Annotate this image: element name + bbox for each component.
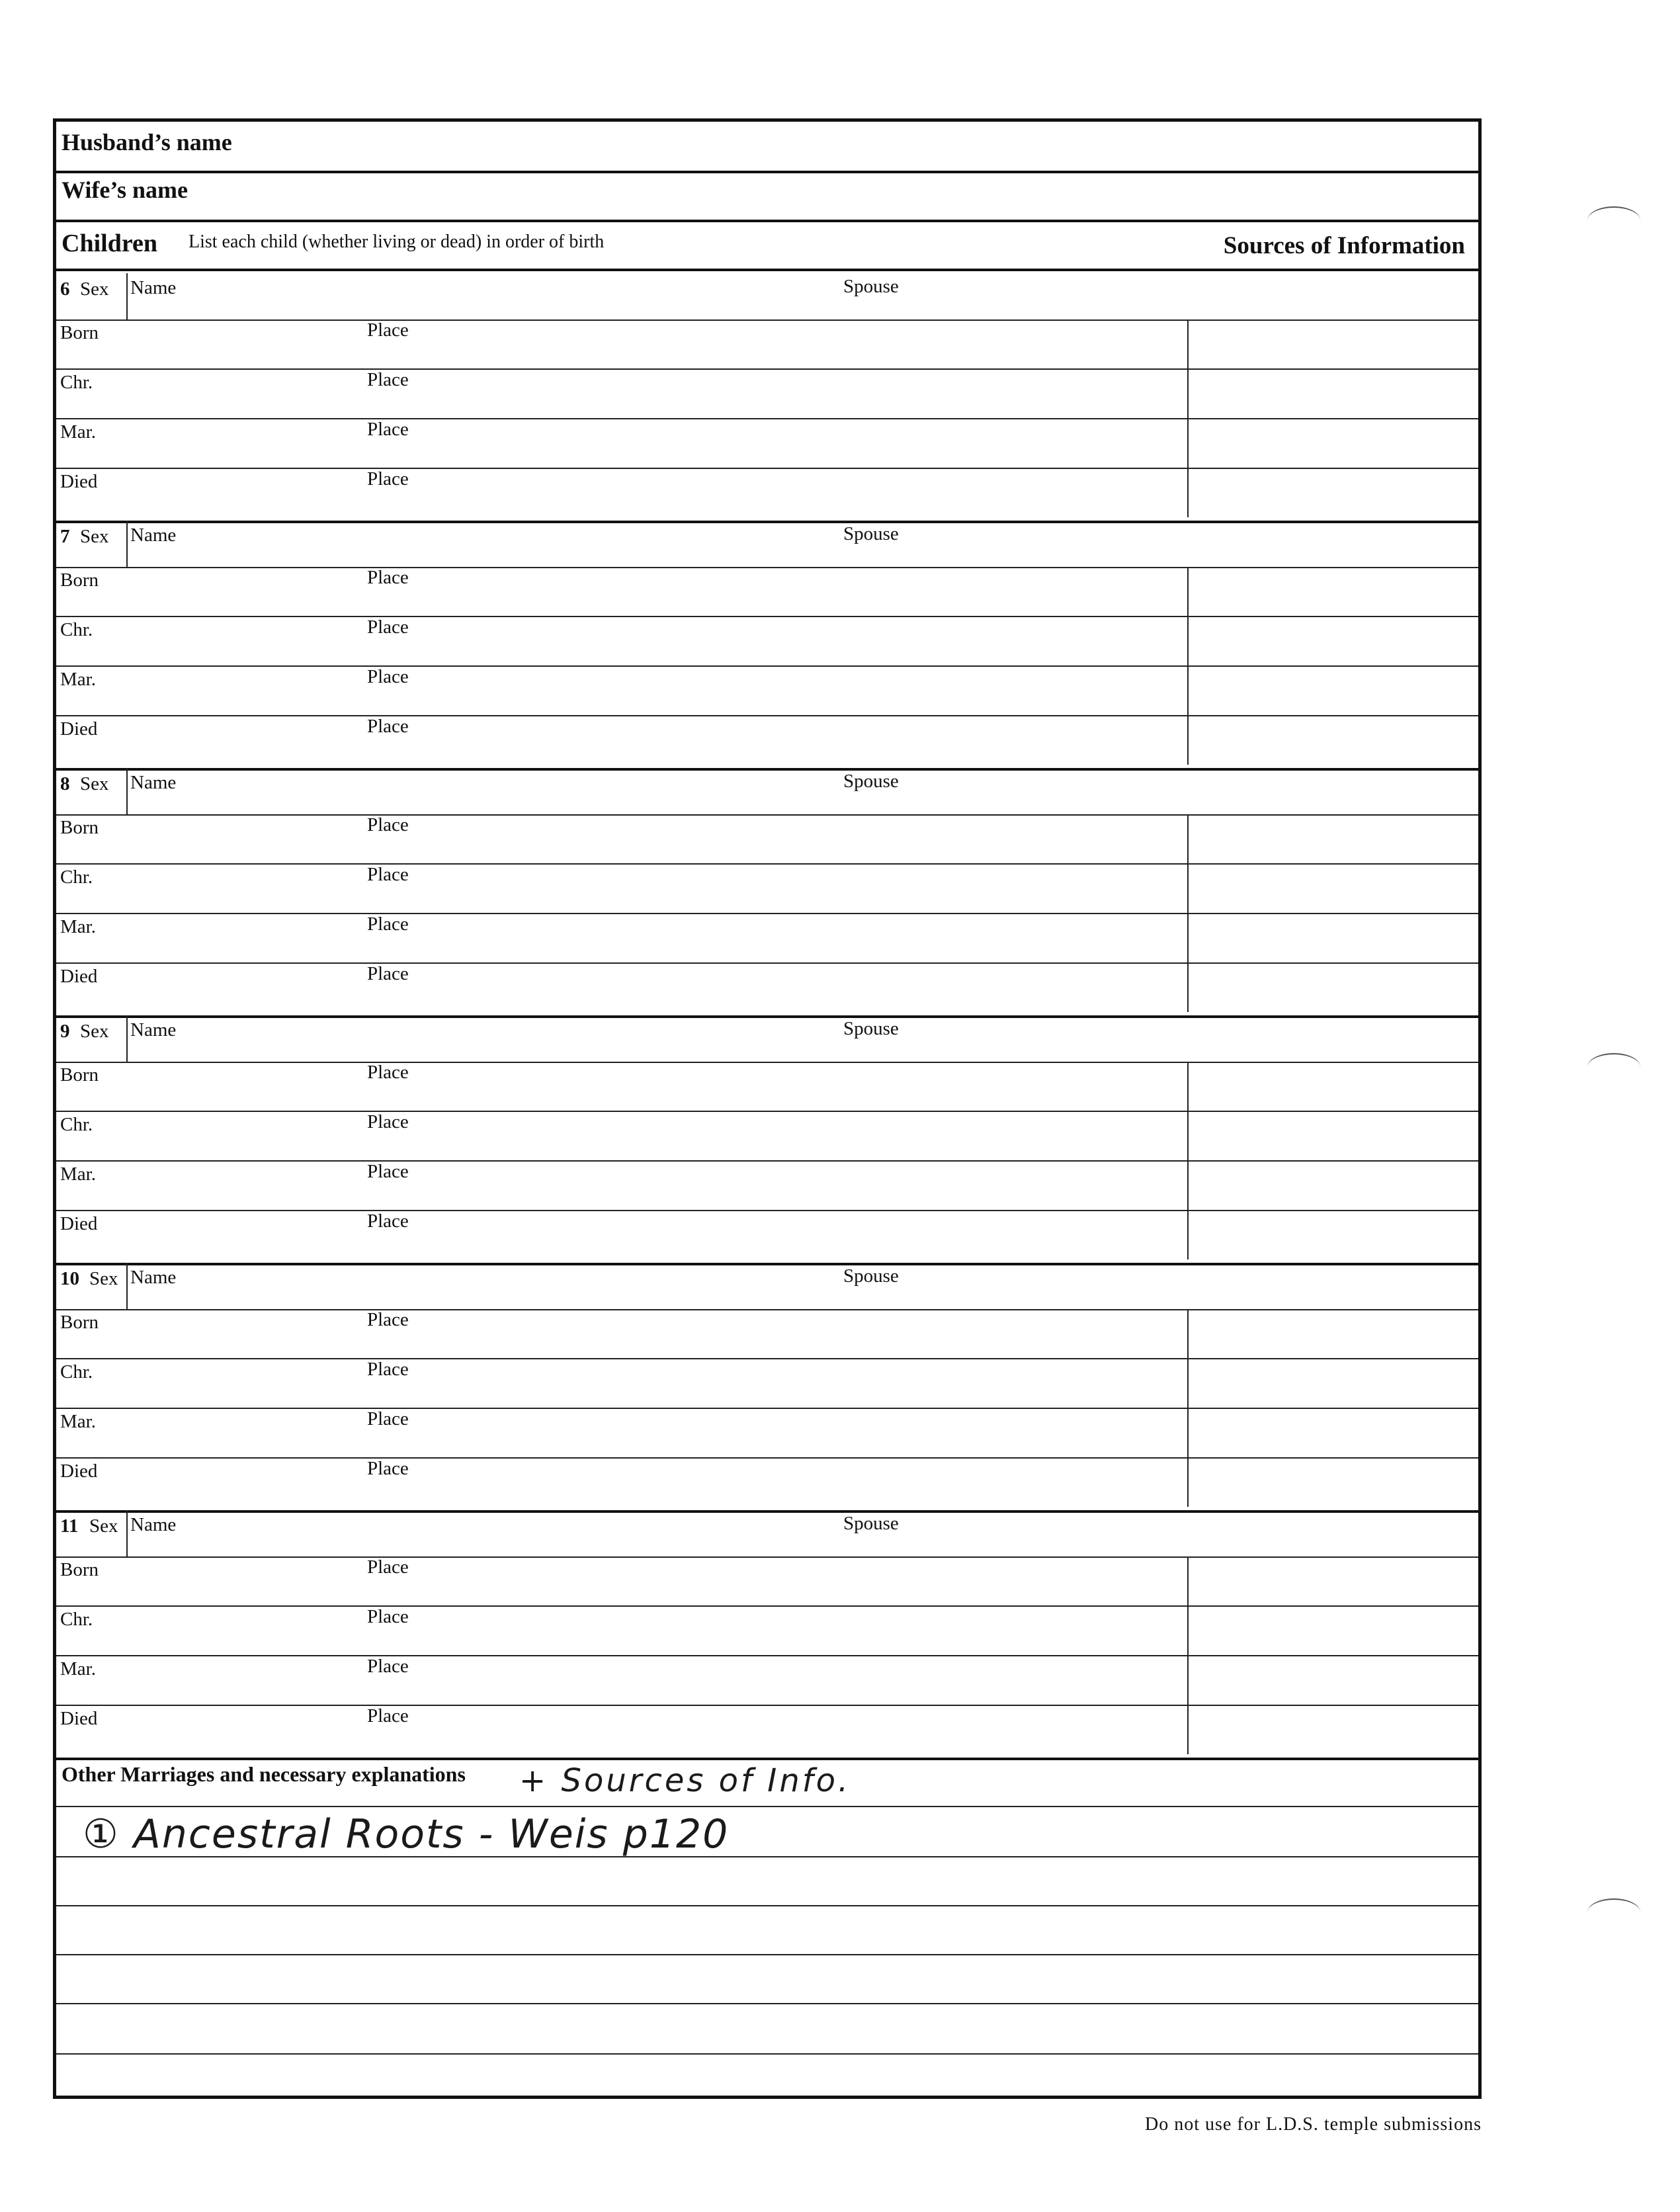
- place-label: Place: [367, 1309, 409, 1330]
- event-label: Chr.: [60, 372, 93, 393]
- note-line[interactable]: [56, 1806, 1478, 1807]
- event-row[interactable]: [56, 963, 1478, 1012]
- other-marriages-title: Other Marriages and necessary explanations: [62, 1762, 466, 1786]
- spouse-label: Spouse: [843, 1513, 899, 1534]
- child-name-row[interactable]: [56, 521, 1478, 568]
- child-block: [56, 1510, 1478, 1760]
- event-row[interactable]: [56, 419, 1478, 469]
- place-label: Place: [367, 419, 409, 440]
- handwritten-title-addition: + Sources of Info.: [519, 1762, 851, 1799]
- note-line[interactable]: [56, 2053, 1478, 2055]
- place-label: Place: [367, 369, 409, 390]
- event-row[interactable]: [56, 1408, 1478, 1459]
- event-label: Died: [60, 1461, 98, 1482]
- place-label: Place: [367, 319, 409, 341]
- event-label: Chr.: [60, 619, 93, 640]
- binder-hole-bottom: [1587, 1898, 1640, 1926]
- event-label: Mar.: [60, 1411, 96, 1432]
- child-block: [56, 273, 1478, 523]
- event-label: Died: [60, 718, 98, 740]
- source-box[interactable]: [1187, 1705, 1478, 1754]
- name-label: Name: [130, 1267, 177, 1288]
- place-label: Place: [367, 1458, 409, 1479]
- place-label: Place: [367, 1656, 409, 1677]
- place-label: Place: [367, 1359, 409, 1380]
- child-number: 10: [60, 1268, 79, 1289]
- event-label: Mar.: [60, 1658, 96, 1680]
- place-label: Place: [367, 963, 409, 984]
- event-row[interactable]: [56, 814, 1478, 865]
- sex-divider: [126, 768, 128, 814]
- place-label: Place: [367, 1556, 409, 1578]
- source-box[interactable]: [1187, 319, 1478, 368]
- binder-hole-middle: [1587, 1053, 1640, 1081]
- event-row[interactable]: [56, 1111, 1478, 1162]
- source-box[interactable]: [1187, 1062, 1478, 1111]
- source-box[interactable]: [1187, 1211, 1478, 1259]
- event-row[interactable]: [56, 1309, 1478, 1359]
- event-row[interactable]: [56, 1556, 1478, 1607]
- note-line[interactable]: [56, 2003, 1478, 2004]
- child-name-row[interactable]: [56, 1510, 1478, 1558]
- event-label: Chr.: [60, 867, 93, 888]
- source-box[interactable]: [1187, 914, 1478, 962]
- event-label: Born: [60, 322, 99, 343]
- sex-divider: [126, 1510, 128, 1556]
- name-label: Name: [130, 1514, 177, 1535]
- place-label: Place: [367, 468, 409, 489]
- spouse-label: Spouse: [843, 1018, 899, 1039]
- family-group-form: [53, 118, 1482, 2099]
- place-label: Place: [367, 567, 409, 588]
- note-line[interactable]: [56, 1905, 1478, 1906]
- event-label: Chr.: [60, 1361, 93, 1382]
- event-row[interactable]: [56, 1359, 1478, 1409]
- place-label: Place: [367, 1705, 409, 1726]
- spouse-label: Spouse: [843, 276, 899, 297]
- source-box[interactable]: [1187, 617, 1478, 665]
- place-label: Place: [367, 1062, 409, 1083]
- source-box[interactable]: [1187, 864, 1478, 913]
- event-label: Chr.: [60, 1609, 93, 1630]
- source-box[interactable]: [1187, 666, 1478, 715]
- place-label: Place: [367, 666, 409, 687]
- child-number: 6: [60, 278, 70, 300]
- sex-label: Sex: [80, 278, 109, 300]
- event-row[interactable]: [56, 369, 1478, 419]
- event-row[interactable]: [56, 1211, 1478, 1259]
- sex-label: Sex: [80, 773, 109, 794]
- source-box[interactable]: [1187, 1111, 1478, 1160]
- event-row[interactable]: [56, 1458, 1478, 1507]
- place-label: Place: [367, 914, 409, 935]
- sex-label: Sex: [89, 1515, 118, 1537]
- source-box[interactable]: [1187, 814, 1478, 863]
- event-label: Mar.: [60, 916, 96, 937]
- event-label: Born: [60, 570, 99, 591]
- place-label: Place: [367, 1211, 409, 1232]
- event-label: Born: [60, 817, 99, 838]
- event-row[interactable]: [56, 617, 1478, 667]
- spouse-label: Spouse: [843, 523, 899, 544]
- event-label: Died: [60, 471, 98, 492]
- children-header-row: [56, 220, 1478, 271]
- sex-divider: [126, 1263, 128, 1309]
- husband-label: Husband’s name: [62, 129, 232, 155]
- place-label: Place: [367, 1111, 409, 1132]
- source-box[interactable]: [1187, 567, 1478, 616]
- child-block: [56, 768, 1478, 1018]
- event-row[interactable]: [56, 864, 1478, 914]
- name-label: Name: [130, 772, 177, 793]
- event-row[interactable]: [56, 1705, 1478, 1754]
- event-label: Mar.: [60, 1164, 96, 1185]
- husband-row[interactable]: [56, 122, 1478, 173]
- event-row[interactable]: [56, 1656, 1478, 1706]
- event-label: Died: [60, 1213, 98, 1234]
- source-box[interactable]: [1187, 1408, 1478, 1457]
- children-note: List each child (whether living or dead) in order of birth: [189, 232, 605, 252]
- source-box[interactable]: [1187, 1359, 1478, 1408]
- name-label: Name: [130, 277, 177, 298]
- name-label: Name: [130, 1019, 177, 1041]
- event-row[interactable]: [56, 914, 1478, 964]
- source-box[interactable]: [1187, 468, 1478, 517]
- source-box[interactable]: [1187, 716, 1478, 765]
- event-label: Mar.: [60, 669, 96, 690]
- source-box[interactable]: [1187, 1161, 1478, 1210]
- sex-divider: [126, 521, 128, 567]
- event-row[interactable]: [56, 1606, 1478, 1656]
- place-label: Place: [367, 814, 409, 835]
- name-label: Name: [130, 525, 177, 546]
- source-box[interactable]: [1187, 1309, 1478, 1358]
- source-box[interactable]: [1187, 1606, 1478, 1655]
- event-row[interactable]: [56, 716, 1478, 765]
- place-label: Place: [367, 864, 409, 885]
- child-name-row[interactable]: [56, 1015, 1478, 1063]
- source-box[interactable]: [1187, 963, 1478, 1012]
- source-box[interactable]: [1187, 419, 1478, 468]
- sex-divider: [126, 273, 128, 319]
- event-label: Died: [60, 966, 98, 987]
- child-name-row[interactable]: [56, 1263, 1478, 1310]
- note-line[interactable]: [56, 1954, 1478, 1955]
- sex-label: Sex: [80, 1021, 109, 1042]
- child-block: [56, 1263, 1478, 1513]
- children-title: Children: [62, 230, 158, 257]
- event-row[interactable]: [56, 319, 1478, 370]
- child-number: 11: [60, 1515, 79, 1537]
- wife-row[interactable]: [56, 171, 1478, 222]
- place-label: Place: [367, 716, 409, 737]
- sex-label: Sex: [80, 526, 109, 547]
- source-box[interactable]: [1187, 1556, 1478, 1605]
- sources-title: Sources of Information: [1223, 232, 1465, 259]
- place-label: Place: [367, 1161, 409, 1182]
- place-label: Place: [367, 617, 409, 638]
- event-label: Born: [60, 1312, 99, 1333]
- sex-divider: [126, 1015, 128, 1062]
- source-box[interactable]: [1187, 1458, 1478, 1507]
- child-number: 9: [60, 1021, 70, 1042]
- child-name-row[interactable]: [56, 273, 1478, 321]
- place-label: Place: [367, 1408, 409, 1429]
- event-row[interactable]: [56, 468, 1478, 517]
- event-label: Born: [60, 1559, 99, 1580]
- sex-label: Sex: [89, 1268, 118, 1289]
- event-label: Born: [60, 1064, 99, 1085]
- event-label: Died: [60, 1708, 98, 1729]
- wife-label: Wife’s name: [62, 177, 188, 203]
- handwritten-entry: ① Ancestral Roots - Weis p120: [83, 1811, 730, 1857]
- note-line[interactable]: [56, 1856, 1478, 1857]
- other-marriages-section: [56, 1758, 1478, 2096]
- child-number: 7: [60, 526, 70, 547]
- footer-note: Do not use for L.D.S. temple submissions: [1145, 2114, 1482, 2135]
- child-block: [56, 521, 1478, 771]
- spouse-label: Spouse: [843, 1265, 899, 1287]
- binder-hole-top: [1587, 206, 1640, 234]
- event-label: Chr.: [60, 1114, 93, 1135]
- event-label: Mar.: [60, 421, 96, 443]
- child-name-row[interactable]: [56, 768, 1478, 816]
- child-block: [56, 1015, 1478, 1265]
- event-row[interactable]: [56, 1161, 1478, 1211]
- child-number: 8: [60, 773, 70, 794]
- place-label: Place: [367, 1606, 409, 1627]
- event-row[interactable]: [56, 1062, 1478, 1112]
- source-box[interactable]: [1187, 1656, 1478, 1705]
- event-row[interactable]: [56, 567, 1478, 617]
- spouse-label: Spouse: [843, 771, 899, 792]
- event-row[interactable]: [56, 666, 1478, 716]
- source-box[interactable]: [1187, 369, 1478, 418]
